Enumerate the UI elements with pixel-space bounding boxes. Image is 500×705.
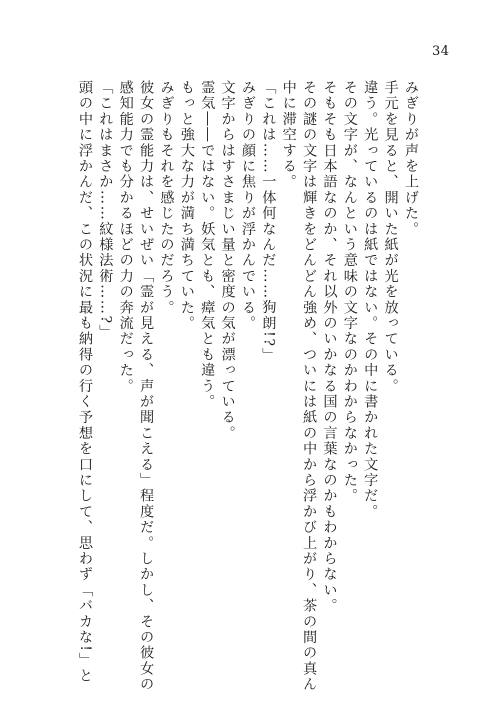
text-line: 中に滞空する。 [280, 80, 297, 190]
text-line: その謎の文字は輝きをどんどん強め、ついには紙の中から浮かび上がり、茶の間の真ん [301, 80, 318, 693]
text-line: 感知能力でも分かるほどの力の奔流だった。 [117, 80, 134, 394]
text-line: 彼女の霊能力は、せいぜい「霊が見える、声が聞こえる」程度だ。しかし、その彼女の [138, 80, 155, 693]
text-line: 霊気――ではない。妖気とも、瘴気とも違う。 [199, 80, 216, 410]
text-line: そもそも日本語なのか、それ以外のいかなる国の言葉なのかもわからない。 [321, 80, 338, 614]
text-line: 違う。光っているのは紙ではない。その中に書かれた文字だ。 [362, 80, 379, 520]
text-line: みぎりの顔に焦りが浮かんでいる。 [240, 80, 256, 332]
text-line: みぎりが声を上げた。 [403, 80, 419, 237]
text-line: 「これはまさか……紋様法術……?」 [97, 80, 114, 341]
text-line: もっと強大な力が満ち満ちていた。 [178, 80, 195, 332]
body-text [74, 80, 419, 693]
text-line: 文字からはすさまじい量と密度の気が漂っている。 [219, 80, 236, 442]
text-line: みぎりもそれを感じたのだろう。 [158, 80, 175, 316]
page-number: 34 [432, 44, 450, 59]
text-line: その文字が、なんという意味の文字なのかわからなかった。 [341, 80, 358, 504]
text-line: 手元を見ると、開いた紙が光を放っている。 [382, 80, 399, 394]
text-line: 頭の中に浮かんだ、この状況に最も納得の行く予想を口にして、思わず「バカな!」と [77, 80, 93, 684]
text-line: 「これは……一体何なんだ……狗朗!?」 [260, 80, 277, 364]
